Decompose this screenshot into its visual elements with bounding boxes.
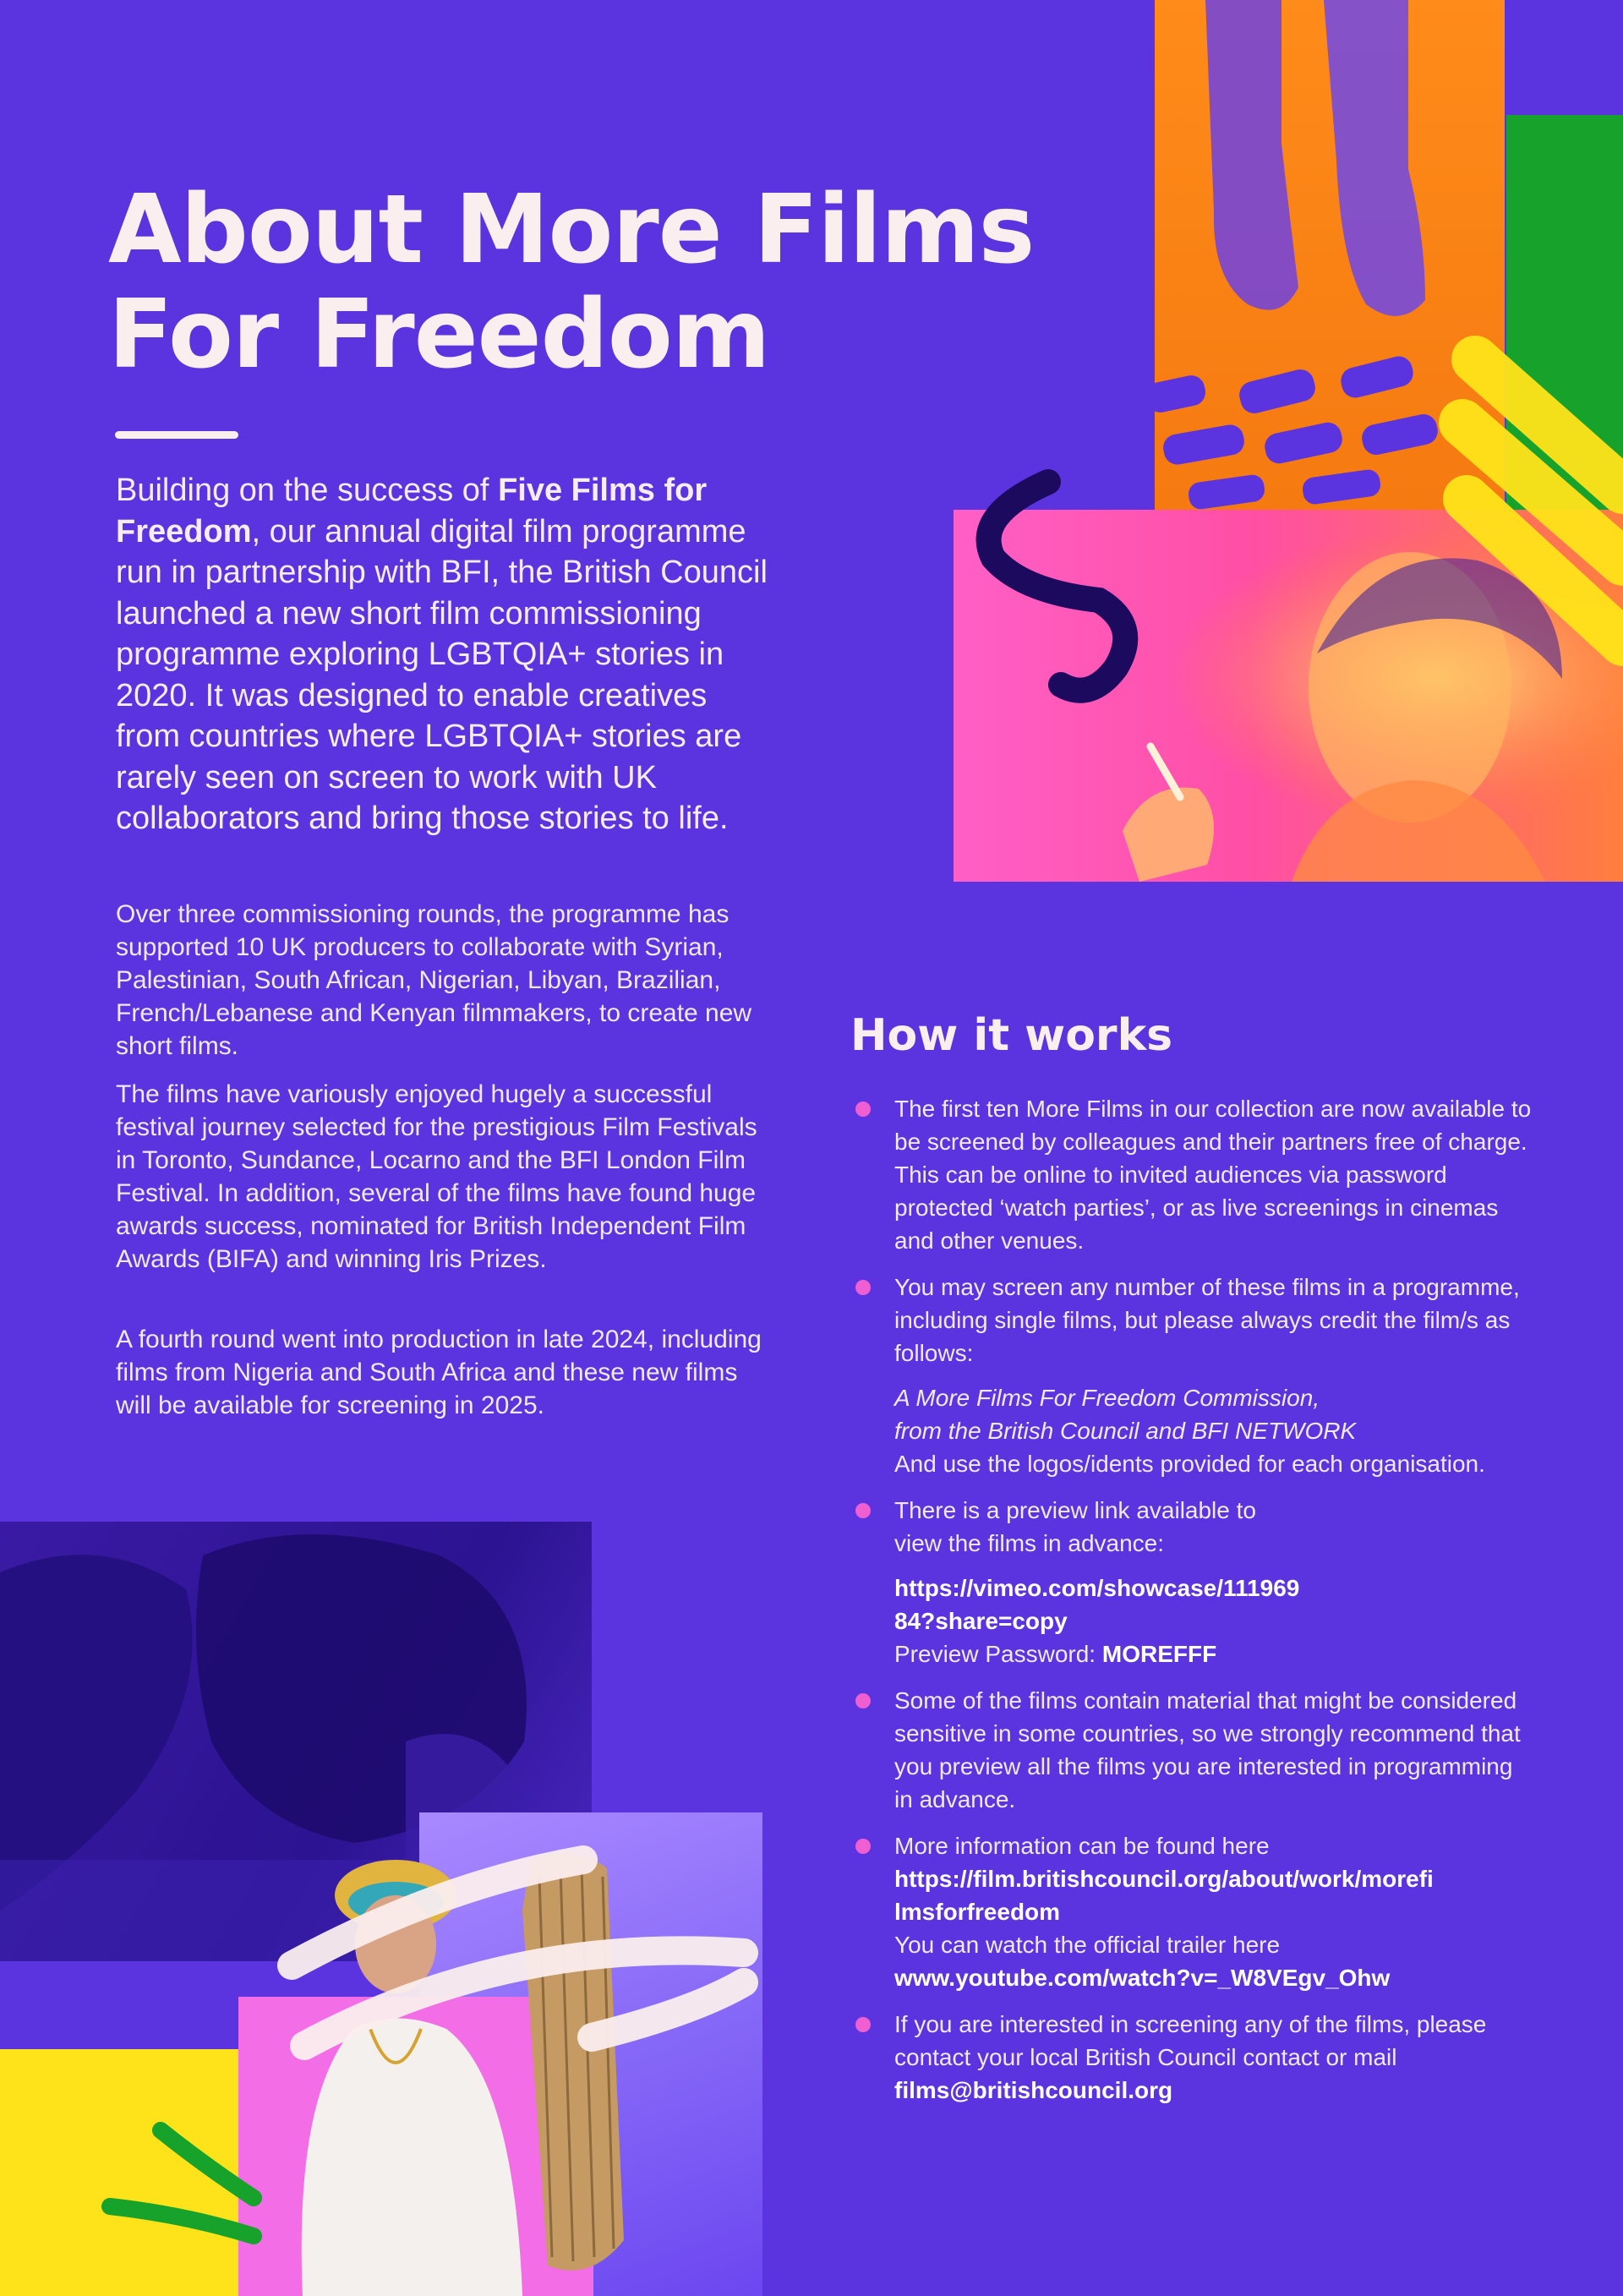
intro-before: Building on the success of (116, 473, 499, 508)
list-item (855, 1271, 1532, 1480)
paragraph-fourth-round: A fourth round went into production in late 2024, including films from Nigeria and South Africa and these new films will be available for screening in 2025. (116, 1326, 762, 1419)
green-block (1506, 115, 1623, 512)
contact-email-link[interactable]: films@britishcouncil.org (894, 2077, 1173, 2103)
bullet-text: You may screen any number of these films in a programme, including single films, but please always credit the film/s as follows: (894, 1274, 1520, 1366)
how-it-works-heading: How it works (850, 1010, 1173, 1061)
intro-highlight: Five Films for Freedom (116, 473, 708, 549)
bullet-text: Some of the films contain material that might be considered sensitive in some countries, so we strongly recommend that you preview all the films you are interested in programming in advance. (894, 1687, 1521, 1812)
title-underline (115, 431, 238, 439)
more-info-link[interactable]: https://film.britishcouncil.org/about/work/morefilmsforfreedom (894, 1866, 1434, 1925)
list-item (855, 1829, 1532, 1994)
yellow-block (0, 2049, 238, 2296)
page-title-line-1: About More Films (108, 175, 1035, 285)
list-item (855, 1684, 1532, 1816)
trailer-text: You can watch the official trailer here (894, 1932, 1281, 1958)
bullet-dot-icon (855, 1693, 871, 1708)
bullet-dot-icon (855, 1839, 871, 1854)
bullet-text: There is a preview link available to view the films in advance: (894, 1497, 1256, 1556)
bullet-dot-icon (855, 2017, 871, 2032)
smoking-portrait-photo (954, 510, 1623, 882)
preview-password: MOREFFF (1101, 1641, 1217, 1667)
trailer-link[interactable]: www.youtube.com/watch?v=_W8VEgv_Ohw (894, 1965, 1391, 1991)
bullet-dot-icon (855, 1102, 871, 1117)
bullet-dot-icon (855, 1503, 871, 1518)
credit-line-1: A More Films For Freedom Commission, (894, 1385, 1320, 1411)
list-item (855, 2008, 1532, 2107)
credit-logos-note: And use the logos/idents provided for each organisation. (894, 1451, 1485, 1477)
paragraph-commissioning-rounds: Over three commissioning rounds, the programme has supported 10 UK producers to collaborate with Syrian, Palestinian, South African, Nigerian, Libyan, Brazilian, French/Lebanese and Kenyan filmmakers, to create new short films. (116, 900, 752, 1060)
credit-block (894, 1381, 1532, 1480)
more-info-block (894, 1829, 1532, 1994)
contact-text (894, 2008, 1532, 2107)
feet-photo (1155, 0, 1505, 511)
credit-line-2: from the British Council and BFI NETWORK (894, 1418, 1357, 1444)
more-info-text: More information can be found here (894, 1833, 1270, 1859)
intro-after: , our annual digital film programme run in partnership with BFI, the British Council launched a new short film commissioning programme exploring LGBTQIA+ stories in 2020. It was designed to enable creatives from countries where LGBTQIA+ stories are rarely seen on screen to work with UK collaborators and bring those stories to life. (116, 513, 768, 836)
preview-link[interactable]: https://vimeo.com/showcase/11196984?share=copy (894, 1575, 1300, 1634)
list-item (855, 1494, 1532, 1670)
bullet-dot-icon (855, 1280, 871, 1295)
page-title-line-2: For Freedom (108, 280, 770, 390)
paragraph-festival-journey: The films have variously enjoyed hugely a successful festival journey selected for the prestigious Film Festivals in Toronto, Sundance, Locarno and the BFI London Film Festival. In addition, several of the films have found huge awards success, nominated for British Independent Film Awards (BIFA) and winning Iris Prizes. (116, 1080, 757, 1273)
how-it-works-list (855, 1092, 1532, 2120)
bullet-text: The first ten More Films in our collection are now available to be screened by colleagues and their partners free of charge. This can be online to invited audiences via password protected ‘watch parties’, or as live screenings in cinemas and other venues. (894, 1096, 1532, 1254)
contact-sentence: If you are interested in screening any of the films, please contact your local British Council contact or mail (894, 2011, 1487, 2070)
preview-block (894, 1572, 1532, 1670)
preview-password-label: Preview Password: (894, 1641, 1102, 1667)
list-item (855, 1092, 1532, 1257)
page-title (108, 175, 1123, 390)
intro-paragraph (116, 470, 775, 839)
woman-with-reeds-photo (269, 1843, 708, 2296)
